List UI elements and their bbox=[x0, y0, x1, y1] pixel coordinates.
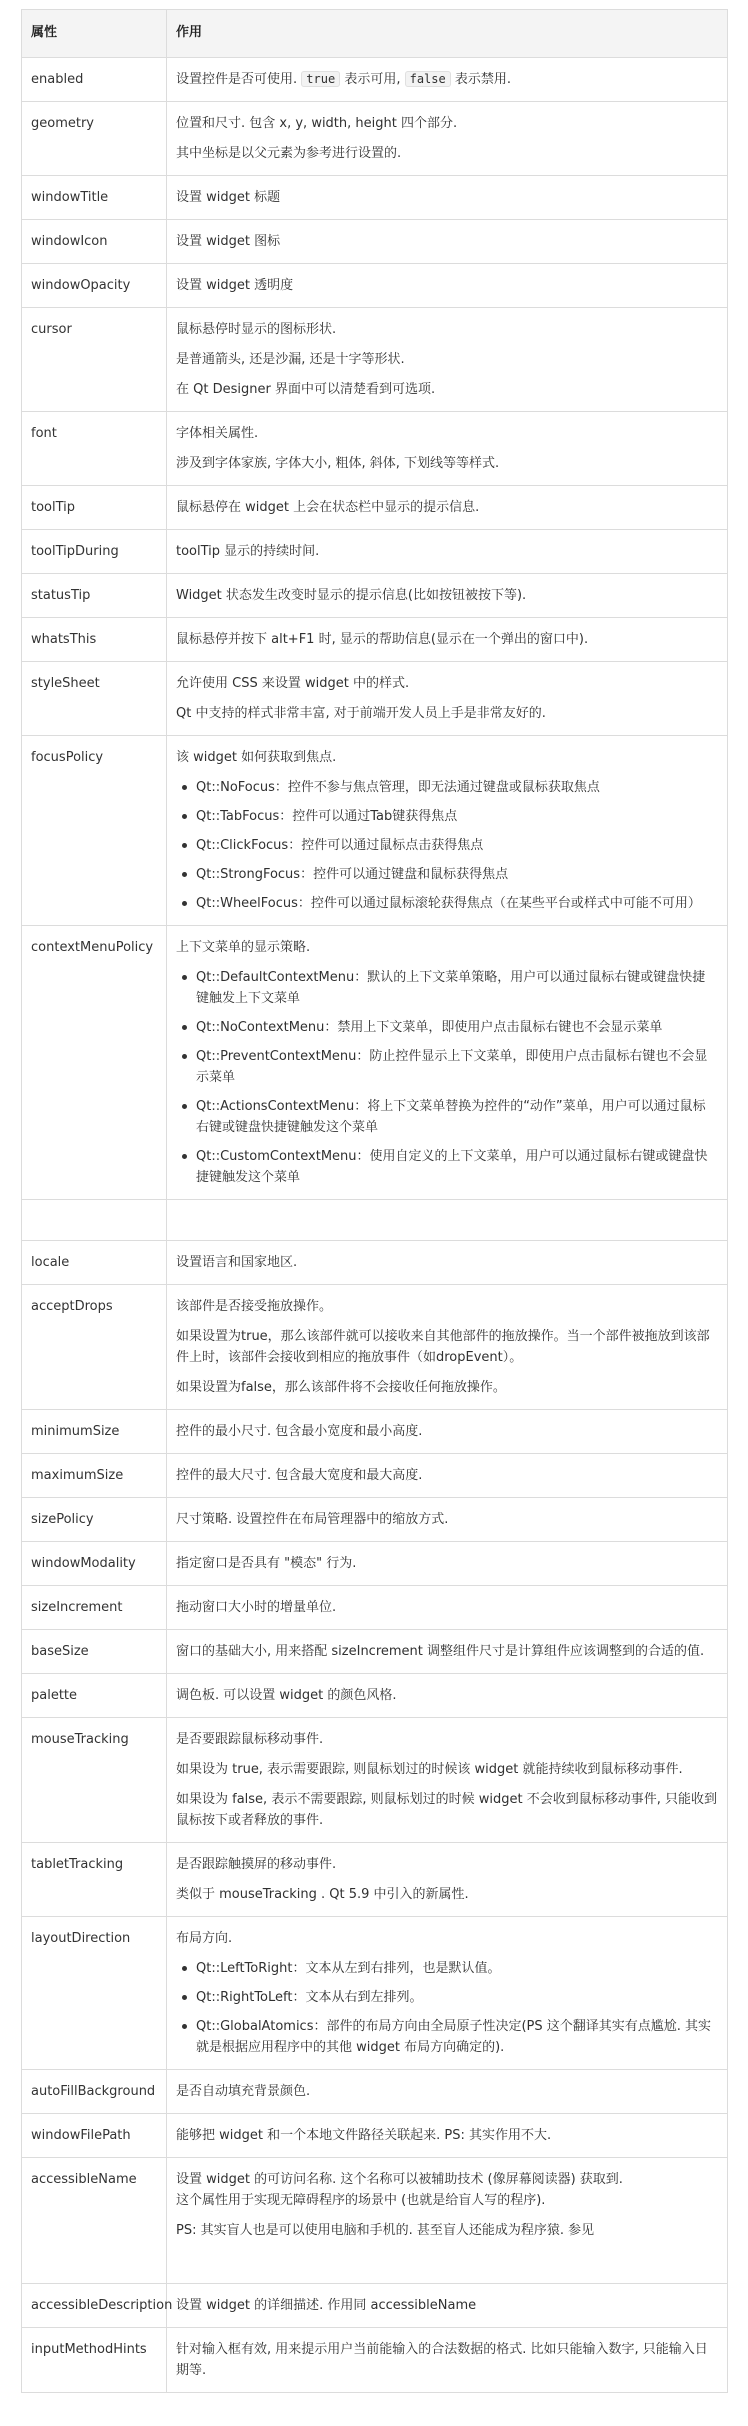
bullet-list bbox=[176, 967, 718, 1188]
property-description bbox=[167, 618, 728, 662]
table-row bbox=[22, 264, 728, 308]
description-line: 上下文菜单的显示策略. bbox=[176, 940, 311, 955]
property-name: baseSize bbox=[22, 1630, 167, 1674]
property-description bbox=[167, 1410, 728, 1454]
description-line: 窗口的基础大小, 用来搭配 sizeIncrement 调整组件尺寸是计算组件应该调整到的合适的值. bbox=[176, 1644, 705, 1659]
description-line: PS: 其实盲人也是可以使用电脑和手机的. 甚至盲人还能成为程序猿. 参见 bbox=[176, 2223, 595, 2238]
table-header-row bbox=[22, 10, 728, 58]
bullet-item: Qt::ActionsContextMenu：将上下文菜单替换为控件的“动作”菜单，用户可以通过鼠标右键或键盘快捷键触发这个菜单 bbox=[196, 1096, 718, 1138]
description-line bbox=[176, 2169, 718, 2211]
table-row bbox=[22, 1454, 728, 1498]
bullet-item: Qt::StrongFocus：控件可以通过键盘和鼠标获得焦点 bbox=[196, 864, 718, 885]
description-line: 设置语言和国家地区. bbox=[176, 1255, 298, 1270]
header-function: 作用 bbox=[167, 10, 728, 58]
description-text: 表示可用, bbox=[344, 72, 401, 87]
property-name: windowOpacity bbox=[22, 264, 167, 308]
property-description bbox=[167, 176, 728, 220]
table-row bbox=[22, 1542, 728, 1586]
description-line: 是否自动填充背景颜色. bbox=[176, 2084, 311, 2099]
description-line: 如果设为 true, 表示需要跟踪, 则鼠标划过的时候该 widget 就能持续收到鼠标移动事件. bbox=[176, 1762, 683, 1777]
property-description bbox=[167, 58, 728, 102]
property-description bbox=[167, 2284, 728, 2328]
property-description bbox=[167, 736, 728, 926]
description-line: 控件的最大尺寸. 包含最大宽度和最大高度. bbox=[176, 1468, 423, 1483]
property-description bbox=[167, 308, 728, 412]
property-description bbox=[167, 1241, 728, 1285]
table-row bbox=[22, 1241, 728, 1285]
description-line: 设置 widget 的详细描述. 作用同 accessibleName bbox=[176, 2298, 477, 2313]
property-name: statusTip bbox=[22, 574, 167, 618]
property-description bbox=[167, 102, 728, 176]
bullet-item: Qt::CustomContextMenu：使用自定义的上下文菜单，用户可以通过鼠标右键或键盘快捷键触发这个菜单 bbox=[196, 1146, 718, 1188]
description-line: 如果设为 false, 表示不需要跟踪, 则鼠标划过的时候 widget 不会收到鼠标移动事件, 只能收到鼠标按下或者释放的事件. bbox=[176, 1792, 717, 1828]
description-line: 鼠标悬停在 widget 上会在状态栏中显示的提示信息. bbox=[176, 500, 480, 515]
bullet-item: Qt::WheelFocus：控件可以通过鼠标滚轮获得焦点（在某些平台或样式中可能不可用） bbox=[196, 893, 718, 914]
table-row bbox=[22, 308, 728, 412]
property-name: palette bbox=[22, 1674, 167, 1718]
table-row bbox=[22, 1674, 728, 1718]
description-line: 调色板. 可以设置 widget 的颜色风格. bbox=[176, 1688, 397, 1703]
table-row bbox=[22, 1285, 728, 1410]
property-description bbox=[167, 264, 728, 308]
description-line: 针对输入框有效, 用来提示用户当前能输入的合法数据的格式. 比如只能输入数字, 只能输入日期等. bbox=[176, 2342, 708, 2378]
description-line: 控件的最小尺寸. 包含最小宽度和最小高度. bbox=[176, 1424, 423, 1439]
property-description bbox=[167, 1542, 728, 1586]
property-description bbox=[167, 1843, 728, 1917]
property-description bbox=[167, 2328, 728, 2393]
bullet-item: Qt::NoFocus：控件不参与焦点管理，即无法通过键盘或鼠标获取焦点 bbox=[196, 777, 718, 798]
property-name: enabled bbox=[22, 58, 167, 102]
bullet-list bbox=[176, 1958, 718, 2058]
property-name: windowFilePath bbox=[22, 2114, 167, 2158]
property-name: font bbox=[22, 412, 167, 486]
description-line: 是否跟踪触摸屏的移动事件. bbox=[176, 1857, 337, 1872]
property-description bbox=[167, 530, 728, 574]
description-line: 拖动窗口大小时的增量单位. bbox=[176, 1600, 337, 1615]
description-line: 该部件是否接受拖放操作。 bbox=[176, 1299, 333, 1314]
property-description bbox=[167, 220, 728, 264]
property-name: toolTip bbox=[22, 486, 167, 530]
property-description bbox=[167, 1630, 728, 1674]
bullet-item: Qt::DefaultContextMenu：默认的上下文菜单策略，用户可以通过鼠标右键或键盘快捷键触发上下文菜单 bbox=[196, 967, 718, 1009]
bullet-item: Qt::LeftToRight：文本从左到右排列，也是默认值。 bbox=[196, 1958, 718, 1979]
header-property: 属性 bbox=[22, 10, 167, 58]
property-name: minimumSize bbox=[22, 1410, 167, 1454]
table-body bbox=[22, 58, 728, 2393]
table-row bbox=[22, 1586, 728, 1630]
bullet-item: Qt::TabFocus：控件可以通过Tab键获得焦点 bbox=[196, 806, 718, 827]
description-line: 设置 widget 透明度 bbox=[176, 278, 294, 293]
description-line: 鼠标悬停时显示的图标形状. bbox=[176, 322, 337, 337]
property-description bbox=[167, 486, 728, 530]
table-row bbox=[22, 1843, 728, 1917]
property-name: sizePolicy bbox=[22, 1498, 167, 1542]
description-line: 类似于 mouseTracking . Qt 5.9 中引入的新属性. bbox=[176, 1887, 469, 1902]
bullet-item: Qt::GlobalAtomics：部件的布局方向由全局原子性决定(PS 这个翻译其实有点尴尬. 其实就是根据应用程序中的其他 widget 布局方向确定的). bbox=[196, 2016, 718, 2058]
description-line: Widget 状态发生改变时显示的提示信息(比如按钮被按下等). bbox=[176, 588, 527, 603]
description-line: 其中坐标是以父元素为参考进行设置的. bbox=[176, 146, 402, 161]
empty-cell bbox=[167, 1200, 728, 1241]
description-line: 如果设置为false，那么该部件将不会接收任何拖放操作。 bbox=[176, 1380, 506, 1395]
table-row bbox=[22, 736, 728, 926]
property-name: toolTipDuring bbox=[22, 530, 167, 574]
property-name: mouseTracking bbox=[22, 1718, 167, 1843]
description-line: 如果设置为true，那么该部件就可以接收来自其他部件的拖放操作。当一个部件被拖放到该部件上时，该部件会接收到相应的拖放事件（如dropEvent）。 bbox=[176, 1329, 710, 1365]
table-row bbox=[22, 2114, 728, 2158]
code-true: true bbox=[301, 71, 340, 87]
table-row bbox=[22, 1630, 728, 1674]
code-false: false bbox=[405, 71, 451, 87]
description-line: 字体相关属性. bbox=[176, 426, 259, 441]
description-text: 这个属性用于实现无障碍程序的场景中 (也就是给盲人写的程序). bbox=[176, 2193, 546, 2208]
property-name: inputMethodHints bbox=[22, 2328, 167, 2393]
table-row bbox=[22, 58, 728, 102]
description-line: 在 Qt Designer 界面中可以清楚看到可选项. bbox=[176, 382, 436, 397]
property-description bbox=[167, 2158, 728, 2284]
description-line bbox=[176, 69, 718, 90]
description-line: 尺寸策略. 设置控件在布局管理器中的缩放方式. bbox=[176, 1512, 449, 1527]
description-line: toolTip 显示的持续时间. bbox=[176, 544, 320, 559]
property-name: whatsThis bbox=[22, 618, 167, 662]
table-row bbox=[22, 412, 728, 486]
table-row bbox=[22, 1498, 728, 1542]
table-row bbox=[22, 2328, 728, 2393]
property-name: maximumSize bbox=[22, 1454, 167, 1498]
property-description bbox=[167, 1285, 728, 1410]
description-line: 允许使用 CSS 来设置 widget 中的样式. bbox=[176, 676, 410, 691]
property-description bbox=[167, 574, 728, 618]
table-row bbox=[22, 102, 728, 176]
property-name: layoutDirection bbox=[22, 1917, 167, 2070]
property-description bbox=[167, 412, 728, 486]
description-line: 该 widget 如何获取到焦点. bbox=[176, 750, 337, 765]
table-row bbox=[22, 486, 728, 530]
property-description bbox=[167, 1718, 728, 1843]
table-row bbox=[22, 574, 728, 618]
property-name: sizeIncrement bbox=[22, 1586, 167, 1630]
property-name: windowIcon bbox=[22, 220, 167, 264]
property-name: acceptDrops bbox=[22, 1285, 167, 1410]
property-name: styleSheet bbox=[22, 662, 167, 736]
property-description bbox=[167, 1674, 728, 1718]
property-name: accessibleName bbox=[22, 2158, 167, 2284]
table-row bbox=[22, 1917, 728, 2070]
description-line: 布局方向. bbox=[176, 1931, 233, 1946]
table-row bbox=[22, 2158, 728, 2284]
table-row bbox=[22, 220, 728, 264]
bullet-item: Qt::PreventContextMenu：防止控件显示上下文菜单，即使用户点击鼠标右键也不会显示菜单 bbox=[196, 1046, 718, 1088]
table-row bbox=[22, 926, 728, 1200]
property-name: focusPolicy bbox=[22, 736, 167, 926]
property-table bbox=[21, 9, 728, 2393]
table-row bbox=[22, 2070, 728, 2114]
description-text: 设置 widget 的可访问名称. 这个名称可以被辅助技术 (像屏幕阅读器) 获取到. bbox=[176, 2172, 623, 2187]
table-row bbox=[22, 2284, 728, 2328]
description-line: 涉及到字体家族, 字体大小, 粗体, 斜体, 下划线等等样式. bbox=[176, 456, 500, 471]
table-row bbox=[22, 662, 728, 736]
table-row bbox=[22, 1410, 728, 1454]
property-name: autoFillBackground bbox=[22, 2070, 167, 2114]
property-description bbox=[167, 1917, 728, 2070]
table-row bbox=[22, 176, 728, 220]
description-line: 鼠标悬停并按下 alt+F1 时, 显示的帮助信息(显示在一个弹出的窗口中). bbox=[176, 632, 589, 647]
table-row bbox=[22, 1718, 728, 1843]
property-name: windowModality bbox=[22, 1542, 167, 1586]
property-name: geometry bbox=[22, 102, 167, 176]
description-line: 是否要跟踪鼠标移动事件. bbox=[176, 1732, 324, 1747]
property-name: contextMenuPolicy bbox=[22, 926, 167, 1200]
property-description bbox=[167, 1498, 728, 1542]
property-description bbox=[167, 2114, 728, 2158]
description-line: 设置 widget 标题 bbox=[176, 190, 281, 205]
property-description bbox=[167, 2070, 728, 2114]
property-name: windowTitle bbox=[22, 176, 167, 220]
property-description bbox=[167, 926, 728, 1200]
description-line: 指定窗口是否具有 "模态" 行为. bbox=[176, 1556, 357, 1571]
property-description bbox=[167, 1454, 728, 1498]
description-line: 能够把 widget 和一个本地文件路径关联起来. PS: 其实作用不大. bbox=[176, 2128, 552, 2143]
description-line: 位置和尺寸. 包含 x, y, width, height 四个部分. bbox=[176, 116, 458, 131]
property-name: accessibleDescription bbox=[22, 2284, 167, 2328]
table-row bbox=[22, 618, 728, 662]
table-row bbox=[22, 530, 728, 574]
description-text: 表示禁用. bbox=[454, 72, 512, 87]
property-description bbox=[167, 662, 728, 736]
bullet-item: Qt::RightToLeft：文本从右到左排列。 bbox=[196, 1987, 718, 2008]
empty-cell bbox=[22, 1200, 167, 1241]
property-name: locale bbox=[22, 1241, 167, 1285]
property-description bbox=[167, 1586, 728, 1630]
description-text: 设置控件是否可使用. bbox=[176, 72, 298, 87]
description-line: 是普通箭头, 还是沙漏, 还是十字等形状. bbox=[176, 352, 405, 367]
bullet-list bbox=[176, 777, 718, 914]
empty-row bbox=[22, 1200, 728, 1241]
description-line: Qt 中支持的样式非常丰富, 对于前端开发人员上手是非常友好的. bbox=[176, 706, 546, 721]
property-name: cursor bbox=[22, 308, 167, 412]
bullet-item: Qt::ClickFocus：控件可以通过鼠标点击获得焦点 bbox=[196, 835, 718, 856]
description-line: 设置 widget 图标 bbox=[176, 234, 281, 249]
bullet-item: Qt::NoContextMenu：禁用上下文菜单，即使用户点击鼠标右键也不会显示菜单 bbox=[196, 1017, 718, 1038]
property-name: tabletTracking bbox=[22, 1843, 167, 1917]
